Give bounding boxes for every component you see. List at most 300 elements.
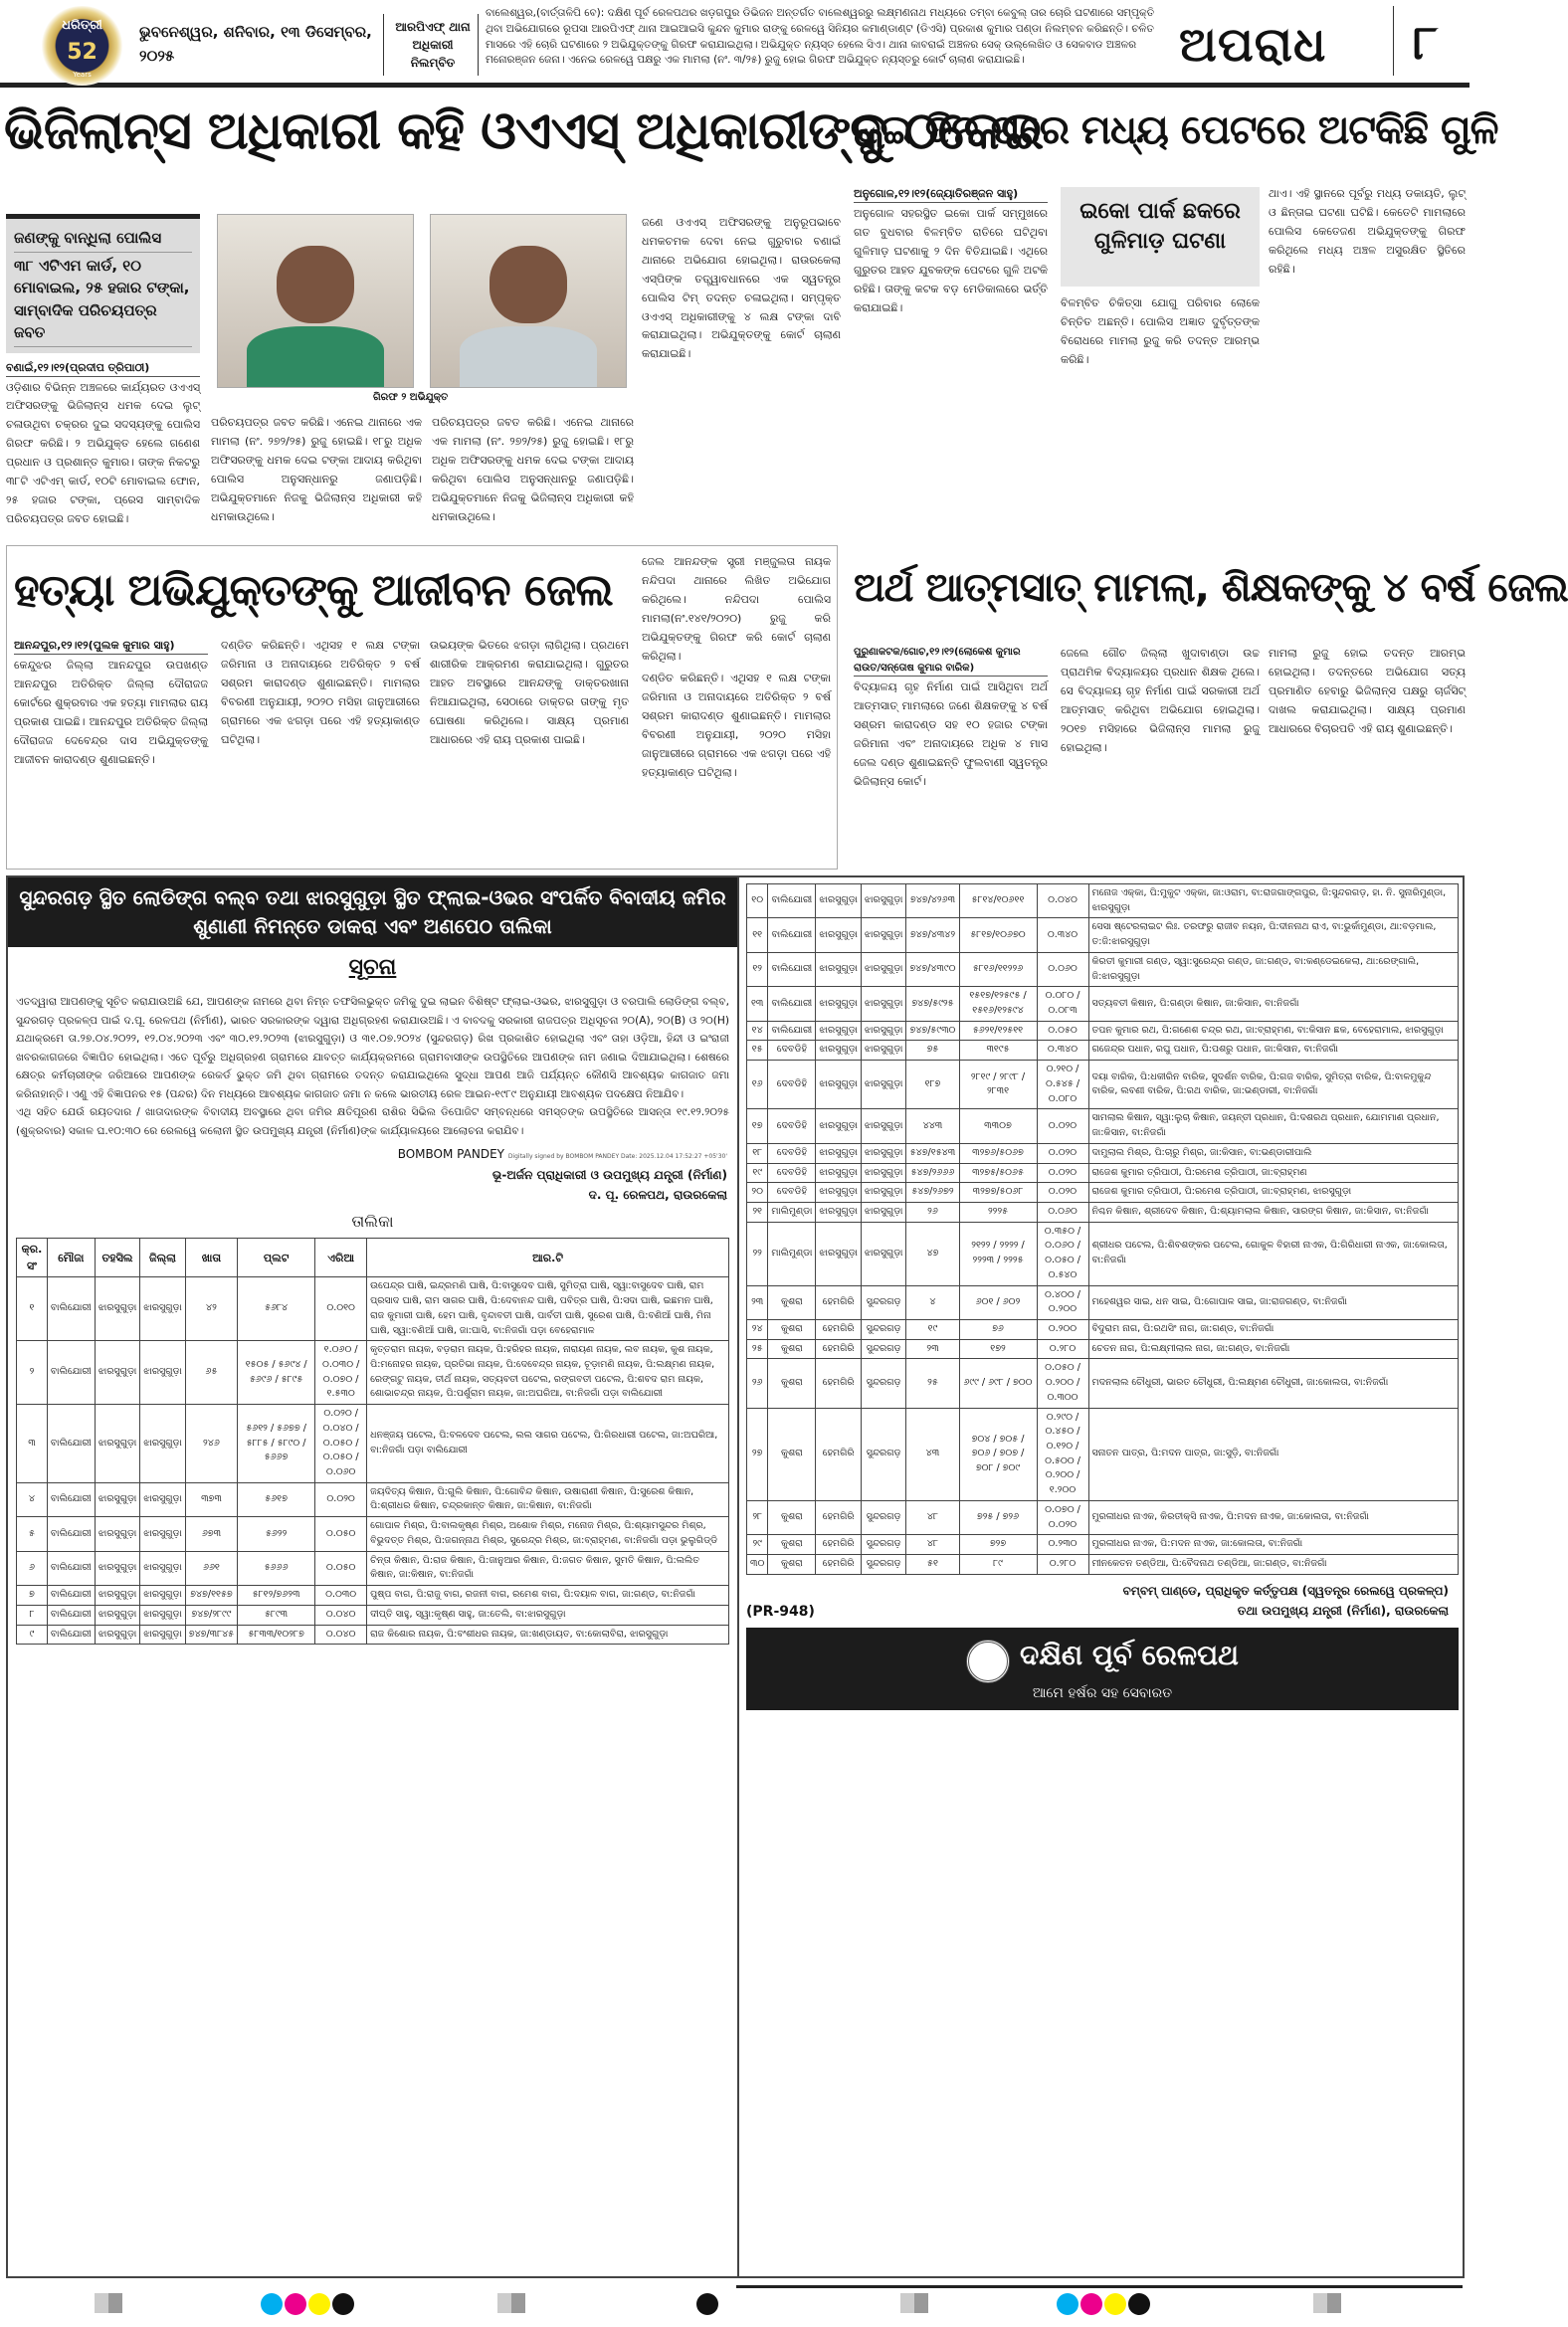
- cell-mouza: ଦେବଡିହି: [768, 1143, 816, 1163]
- story4-left-column: [854, 645, 1048, 791]
- cell-sl: ୨୨: [747, 1222, 768, 1285]
- cell-rt: ମହେଶୱର ସାଇ, ଧନ ସାଇ, ପି:ଗୋପାଳ ସାଇ, ଜା:ରାଜଗଣ୍ଡ, ବା:ନିଜଗାଁ: [1088, 1285, 1459, 1319]
- cell-area: ୦.୦୪୦: [315, 1625, 367, 1645]
- cell-sl: ୧: [17, 1277, 48, 1341]
- cell-mouza: ଦେବଡିହି: [768, 1061, 816, 1109]
- table-row: [17, 1551, 729, 1585]
- cell-district: ସୁନ୍ଦରଗଡ଼: [861, 1359, 906, 1408]
- cell-sl: ୧୬: [747, 1061, 768, 1109]
- table-row: [747, 884, 1459, 918]
- cell-plot: ୫୮୩୩/୧୦୨୮୭: [238, 1625, 315, 1645]
- cell-plot: ୧୫୧୭/୧୨୫୯୫ / ୧୫୧୬/୧୨୫୯୪: [959, 987, 1037, 1021]
- cell-mouza: ଦେବଡିହି: [768, 1109, 816, 1143]
- story1-headline: ଭିଜିଲାନ୍ସ ଅଧିକାରୀ କହି ଓଏଏସ୍ ଅଧିକାରୀଙ୍କୁ ଠକେଇ: [4, 101, 1044, 161]
- cell-area: ୦.୦୬୦: [1037, 952, 1088, 986]
- cell-khata: ୭୪୭/୩୮୪୫: [185, 1625, 237, 1645]
- column-header: ଏରିଆ: [315, 1239, 367, 1277]
- cell-tahasil: ଝାରସୁଗୁଡ଼ା: [816, 1109, 862, 1143]
- cell-sl: ୧୧: [747, 918, 768, 952]
- table-title: ତାଲିକା: [351, 1211, 394, 1231]
- table-row: [747, 1319, 1459, 1339]
- cell-plot: ୫୮୧୭/୧୦୬୭୦: [959, 918, 1037, 952]
- ad-left-column: [8, 877, 739, 2276]
- registration-mark: [95, 2293, 122, 2313]
- cell-plot: ୨୮୧୯ / ୨୮୯୮ / ୨୮୩୧: [959, 1061, 1037, 1109]
- cell-rt: ଗଜେନ୍ଦ୍ର ପଧାନ, ରଘୁ ପଧାନ, ପି:ପଶରୁ ପଧାନ, ଜା:କିସାନ, ବା:ନିଜଗାଁ: [1088, 1041, 1459, 1061]
- cell-tahasil: ହେମଗିରି: [816, 1285, 862, 1319]
- cell-sl: ୨: [17, 1341, 48, 1405]
- cell-area: ୦.୦୫୦: [315, 1517, 367, 1551]
- cell-plot: ୭୦୪ / ୭୦୫ / ୭୦୬ / ୭୦୭ / ୭୦୮ / ୭୦୯: [959, 1408, 1037, 1500]
- cell-sl: ୨୪: [747, 1319, 768, 1339]
- story3-column: ଜେଲ ଆନନ୍ଦଙ୍କ ସ୍ତ୍ରୀ ମଞ୍ଜୁଲତା ନାୟକ ନନ୍ଦିପଦା ଥାନାରେ ଲିଖିତ ଅଭିଯୋଗ କରିଥିଲେ। ନନ୍ଦିପଦା ପୋଲିସ ମାମଲା(ନଂ.୧୪୧/୨୦୨୦) ରୁଜୁ କରି ଅଭିଯୁକ୍ତଙ୍କୁ ଗିରଫ କରି କୋର୍ଟ ଚାଲାଣ କରିଥିଲା।: [642, 555, 831, 663]
- cell-rt: ଚିନ୍ତା କିଷାନ, ପି:ରାଜ କିଷାନ, ପି:ଜାନୁଆର କିଷାନ, ପି:ଜଗତ କିଷାନ, ସୁମତି କିଷାନ, ପି:ଲଲିତ କିଷାନ, ଜା:କିଷାନ, ବା:ନିଜଗାଁ: [367, 1551, 729, 1585]
- table-row: [747, 1535, 1459, 1555]
- cell-sl: ୧୫: [747, 1041, 768, 1061]
- cell-area: ୦.୦୫୦: [315, 1551, 367, 1585]
- cell-district: ଝାରସୁଗୁଡ଼ା: [140, 1517, 186, 1551]
- story2-column: ବିଳମ୍ବିତ ଚିକିତ୍ସା ଯୋଗୁ ପରିବାର ଲୋକେ ଚିନ୍ତିତ ଅଛନ୍ତି। ପୋଲିସ ଅଜ୍ଞାତ ଦୁର୍ବୃତ୍ତଙ୍କ ବିରୋଧରେ ମାମଲା ରୁଜୁ କରି ତଦନ୍ତ ଆରମ୍ଭ କରିଛି।: [1061, 296, 1260, 366]
- column-header: ଖାତା: [185, 1239, 237, 1277]
- cell-district: ଝାରସୁଗୁଡ଼ା: [861, 1143, 906, 1163]
- cell-plot: ୩୨୭୬/୫୦୬୭: [959, 1143, 1037, 1163]
- cell-area: ୦.୦୨୦: [315, 1482, 367, 1516]
- cell-rt: ଦାମୁଲାଲ ମିଶ୍ର, ପି:ଚାରୁ ମିଶ୍ର, ଜା:କିସାନ, ବା:ଭଣ୍ଡାରୀପାଲି: [1088, 1143, 1459, 1163]
- cell-tahasil: ହେମଗିରି: [816, 1359, 862, 1408]
- cell-area: ୦.୦୨୦: [1037, 1183, 1088, 1203]
- story3-column: ଦଣ୍ଡିତ କରିଛନ୍ତି। ଏଥିସହ ୧ ଲକ୍ଷ ଟଙ୍କା ଜରିମାନା ଓ ଅନାଦାୟରେ ଅତିରିକ୍ତ ୨ ବର୍ଷ ସଶ୍ରମ କାରାଦଣ୍ଡ ଶୁଣାଇଛନ୍ତି। ମାମଲାର ବିବରଣୀ ଅନୁଯାୟୀ, ୨୦୨୦ ମସିହା ଜାନୁଆରୀରେ ଗ୍ରାମରେ ଏକ ଝଗଡ଼ା ପରେ ଏହି ହତ୍ୟାକାଣ୍ଡ ଘଟିଥିଲା।: [642, 672, 831, 779]
- section-title: ଅପରାଧ: [1179, 17, 1327, 73]
- cell-tahasil: ଝାରସୁଗୁଡ଼ା: [95, 1605, 140, 1625]
- column-header: ପ୍ଲଟ: [238, 1239, 315, 1277]
- cell-plot: ୩୨୭୭/୫୦୬୮: [959, 1183, 1037, 1203]
- table-row: [747, 1285, 1459, 1319]
- story4-dateline: ପୁରୁଣାକଟକ/ଗୋଚ,୧୨।୧୨(ଲୋକେଶ କୁମାର ରାଉତ/ସନ୍ତୋଷ କୁମାର ବାରିକ): [854, 645, 1048, 677]
- column-header: ମୌଜା: [47, 1239, 95, 1277]
- signature-name: BOMBOM PANDEY: [397, 1147, 504, 1162]
- cell-khata: ୪୭: [906, 1222, 959, 1285]
- cell-sl: ୨୬: [747, 1359, 768, 1408]
- story2-left-column: [854, 185, 1048, 317]
- table-row: [747, 1061, 1459, 1109]
- cell-rt: ଶ୍ରୀଧର ପଟେଲ, ପି:ଶିବଶଙ୍କର ପଟେଲ, ଗୋକୁଳ ବିହାରୀ ନାଏକ, ପି:ଗିରିଧାରୀ ନାଏକ, ଜା:କୋଲତା, ବା:ନିଜଗାଁ: [1088, 1222, 1459, 1285]
- cell-rt: ସେସା ଷ୍ଟେରଲାଇଟ ଲିଃ. ତରଫରୁ ରାଜୀବ ନୟନ, ପି:ଦୀନନାଥ ରାଏ, ବା:ଭୁର୍କାମୁଣ୍ଡା, ଥା:ବଡ଼ମାଲ, ତ:ଜି:ଝାରସୁଗୁଡ଼ା: [1088, 918, 1459, 952]
- cell-tahasil: ଝାରସୁଗୁଡ଼ା: [816, 1041, 862, 1061]
- railway-footer-band: [746, 1628, 1459, 1711]
- signatory-office: ଦ. ପୂ. ରେଳପଥ, ରାଉରକେଲା: [588, 1188, 727, 1203]
- cell-tahasil: ହେମଗିରି: [816, 1535, 862, 1555]
- registration-dot: [332, 2293, 354, 2315]
- table-row: [17, 1277, 729, 1341]
- cell-plot: ୩୩୦୭: [959, 1109, 1037, 1143]
- cell-khata: ୭୪୭/୨୮୯୯: [185, 1605, 237, 1625]
- cell-sl: ୫: [17, 1517, 48, 1551]
- cell-plot: ୫୮୯୩: [238, 1605, 315, 1625]
- cell-district: ଝାରସୁଗୁଡ଼ା: [140, 1625, 186, 1645]
- story1-column: ପରିଚୟପତ୍ର ଜବତ କରିଛି। ଏନେଇ ଥାନାରେ ଏକ ମାମଲା (ନଂ. ୨୭୨/୨୫) ରୁଜୁ ହୋଇଛି। ୧୮ରୁ ଅଧିକ ଅଫିସରଙ୍କୁ ଧମକ ଦେଇ ଟଙ୍କା ଆଦାୟ କରିଥିବା ପୋଲିସ ଅନୁସନ୍ଧାନରୁ ଜଣାପଡ଼ିଛି। ଅଭିଯୁକ୍ତମାନେ ନିଜକୁ ଭିଜିଲାନ୍ସ ଅଧିକାରୀ କହି ଧମକାଉଥିଲେ।: [211, 416, 422, 523]
- story1-column: ପରିଚୟପତ୍ର ଜବତ କରିଛି। ଏନେଇ ଥାନାରେ ଏକ ମାମଲା (ନଂ. ୨୭୨/୨୫) ରୁଜୁ ହୋଇଛି। ୧୮ରୁ ଅଧିକ ଅଫିସରଙ୍କୁ ଧମକ ଦେଇ ଟଙ୍କା ଆଦାୟ କରିଥିବା ପୋଲିସ ଅନୁସନ୍ଧାନରୁ ଜଣାପଡ଼ିଛି। ଅଭିଯୁକ୍ତମାନେ ନିଜକୁ ଭିଜିଲାନ୍ସ ଅଧିକାରୀ କହି ଧମକାଉଥିଲେ।: [432, 416, 634, 523]
- cell-district: ଝାରସୁଗୁଡ଼ା: [861, 1109, 906, 1143]
- cell-mouza: କୁଶରା: [768, 1285, 816, 1319]
- cell-sl: ୨୮: [747, 1500, 768, 1534]
- cell-area: ୦.୩୪୦: [1037, 1041, 1088, 1061]
- ad-title: ସୁନ୍ଦରଗଡ଼ ସ୍ଥିତ ଲୋଡିଙ୍ଗ ବଲ୍ବ ତଥା ଝାରସୁଗୁଡ଼ା ସ୍ଥିତ ଫ୍ଲାଇ-ଓଭର ସଂପର୍କିତ ବିବାଦୀୟ ଜମିର ଶୁଣାଣୀ ନିମନ୍ତେ ଡାକରା ଏବଂ ଅଣପେଠ ତାଲିକା: [8, 877, 737, 947]
- signatory-title: ଭୂ-ଅର୍ଜନ ପ୍ରାଧିକାରୀ ଓ ଉପମୁଖ୍ୟ ଯନ୍ତ୍ରୀ (ନିର୍ମାଣ): [491, 1167, 727, 1182]
- cell-rt: ମୁରଲୀଧର ନାଏକ, କିରତୀକ୍ସି ନାଏକ, ପି:ମଦନ ନାଏକ, ଜା:କୋଲତା, ବା:ନିଜଗାଁ: [1088, 1500, 1459, 1534]
- story4-column: ଜେଲେ ଗୌଚ ଜିଲ୍ଲା ଖୁଦାବାଣ୍ଡା ଉଚ୍ଚ ପ୍ରାଥମିକ ବିଦ୍ୟାଳୟର ପ୍ରଧାନ ଶିକ୍ଷକ ଥିଲେ। ସେ ବିଦ୍ୟାଳୟ ଗୃହ ନିର୍ମାଣ ପାଇଁ ସରକାରୀ ଅର୍ଥ ଆତ୍ମସାତ୍ କରିଥିବା ଅଭିଯୋଗ ହୋଇଥିଲା। ୨୦୧୭ ମସିହାରେ ଭିଜିଲାନ୍ସ ମାମଲା ରୁଜୁ ହୋଇଥିଲା।: [1061, 647, 1260, 754]
- story1-column: ଓଡ଼ିଶାର ବିଭିନ୍ନ ଅଞ୍ଚଳରେ କାର୍ଯ୍ୟରତ ଓଏଏସ୍ ଅଫିସରଙ୍କୁ ଭିଜିଲାନ୍ସ ଧମକ ଦେଇ ଲୁଟ୍ ଚଳାଉଥିବା ଚକ୍ରର ଦୁଇ ସଦସ୍ୟଙ୍କୁ ପୋଲିସ ଗିରଫ କରିଛି। ୨ ଅଭିଯୁକ୍ତ ହେଲେ ଗଣେଶ ପ୍ରଧାନ ଓ ପ୍ରଶାନ୍ତ କୁମାର। ତାଙ୍କ ନିକଟରୁ ୩୮ଟି ଏଟିଏମ୍ କାର୍ଡ, ୧୦ଟି ମୋବାଇଲ ଫୋନ, ୨୫ ହଜାର ଟଙ୍କା, ପ୍ରେସ ସାମ୍ବାଦିକ ପରିଚୟପତ୍ର ଜବତ ହୋଇଛି।: [6, 380, 200, 525]
- table-row: [747, 1041, 1459, 1061]
- table-row: [747, 1555, 1459, 1575]
- divider: [383, 14, 384, 76]
- registration-dot: [1104, 2293, 1126, 2315]
- cell-khata: ୪୪୩: [906, 1109, 959, 1143]
- logo: ଧରିତ୍ରୀ 52 Years: [40, 6, 124, 86]
- cell-sl: ୧୦: [747, 884, 768, 918]
- cell-tahasil: ଝାରସୁଗୁଡ଼ା: [816, 918, 862, 952]
- cell-khata: ୪୨: [185, 1277, 237, 1341]
- cell-area: ୦.୦୨୦: [1037, 1143, 1088, 1163]
- cell-district: ସୁନ୍ଦରଗଡ଼: [861, 1319, 906, 1339]
- cell-sl: ୬: [17, 1551, 48, 1585]
- cell-tahasil: ଝାରସୁଗୁଡ଼ା: [816, 1163, 862, 1183]
- cell-tahasil: ଝାରସୁଗୁଡ଼ା: [816, 987, 862, 1021]
- table-row: [747, 1408, 1459, 1500]
- story3-dateline: ଆନନ୍ଦପୁର,୧୨।୧୨(ପୁଲକ କୁମାର ସାହୁ): [14, 637, 208, 655]
- story1-column: ଜଣେ ଓଏଏସ୍ ଅଫିସରଙ୍କୁ ଅନୁରୂପଭାବେ ଧମକଚମକ ଦେବା ନେଇ ଗୁରୁବାର ବଣାଇଁ ଥାନାରେ ଅଭିଯୋଗ ହୋଇଥିଲା। ରାଉରକେଲା ଏସ୍‌ପିଙ୍କ ତତ୍ତ୍ୱାବଧାନରେ ଏକ ସ୍ୱତନ୍ତ୍ର ପୋଲିସ ଟିମ୍ ତଦନ୍ତ ଚଳାଇଥିଲା। ସମ୍ପୃକ୍ତ ଓଏଏସ୍ ଅଧିକାରୀଙ୍କୁ ୪ ଲକ୍ଷ ଟଙ୍କା ଦାବି କରାଯାଇଥିଲା। ଅଭିଯୁକ୍ତଙ୍କୁ କୋର୍ଟ ଚାଲାଣ କରାଯାଇଛି।: [642, 216, 841, 361]
- table-row: [747, 1021, 1459, 1041]
- cell-plot: ୭୨୭: [959, 1535, 1037, 1555]
- story2-highlight-box: ଇକୋ ପାର୍କ ଛକରେ ଗୁଳିମାଡ଼ ଘଟଣା: [1061, 187, 1260, 287]
- cell-mouza: ଦେବଡିହି: [768, 1041, 816, 1061]
- cell-mouza: ବାଲିଯୋରୀ: [47, 1551, 95, 1585]
- cell-tahasil: ଝାରସୁଗୁଡ଼ା: [816, 952, 862, 986]
- cell-rt: ଚେତନ ନାଗ, ପି:ଲକ୍ଷ୍ମୀଲାଲ ନାଗ, ଜା:ଗଣ୍ଡ, ବା:ନିଜଗାଁ: [1088, 1339, 1459, 1359]
- column-header: ତହସିଲ: [95, 1239, 140, 1277]
- cell-khata: ୫୪୭/୧୫୪୩: [906, 1143, 959, 1163]
- registration-mark: [900, 2293, 928, 2313]
- cell-rt: ରାଜେଶ କୁମାର ତ୍ରିପାଠୀ, ପି:ରମେଶ ତ୍ରିପାଠୀ, ଜା:ବ୍ରାହ୍ମଣ, ଝାରସୁଗୁଡ଼ା: [1088, 1183, 1459, 1203]
- cell-mouza: ବାଲିଯୋରୀ: [768, 987, 816, 1021]
- story4-column: ବିଦ୍ୟାଳୟ ଗୃହ ନିର୍ମାଣ ପାଇଁ ଆସିଥିବା ଅର୍ଥ ଆତ୍ମସାତ୍ ମାମଲାରେ ଜଣେ ଶିକ୍ଷକଙ୍କୁ ୪ ବର୍ଷ ସଶ୍ରମ କାରାଦଣ୍ଡ ସହ ୧୦ ହଜାର ଟଙ୍କା ଜରିମାନା ଏବଂ ଅନାଦାୟରେ ଅଧିକ ୪ ମାସ ଜେଲ ଦଣ୍ଡ ଶୁଣାଇଛନ୍ତି ଫୁଲବାଣୀ ସ୍ୱତନ୍ତ୍ର ଭିଜିଲାନ୍ସ କୋର୍ଟ।: [854, 680, 1048, 788]
- column-header: ଜିଲ୍ଲା: [140, 1239, 186, 1277]
- cell-sl: ୭: [17, 1586, 48, 1606]
- cell-sl: ୨୧: [747, 1202, 768, 1222]
- registration-dot: [696, 2293, 718, 2315]
- cell-area: ୦.୦୮୦ / ୦.୦୮୩: [1037, 987, 1088, 1021]
- table-row: [747, 1500, 1459, 1534]
- rule: [736, 2285, 1463, 2288]
- notice-title: ସୂଚନା: [348, 955, 397, 980]
- table-row: [747, 1359, 1459, 1408]
- cell-mouza: ଦେବଡିହି: [768, 1183, 816, 1203]
- cell-mouza: ବାଲିଯୋରୀ: [768, 1021, 816, 1041]
- table-row: [17, 1586, 729, 1606]
- cell-rt: ଦୀପ୍ତି ସାହୁ, ସ୍ୱା:କୃଷ୍ଣ ସାହୁ, ଜା:ତେଲି, ବା:ଝାରସୁଗୁଡ଼ା: [367, 1605, 729, 1625]
- story4-column: ମାମଲା ରୁଜୁ ହୋଇ ତଦନ୍ତ ଆରମ୍ଭ ହୋଇଥିଲା। ତଦନ୍ତରେ ଅଭିଯୋଗ ସତ୍ୟ ପ୍ରମାଣିତ ହେବାରୁ ଭିଜିଲାନ୍ସ ପକ୍ଷରୁ ଚାର୍ଜସିଟ୍ ଦାଖଲ କରାଯାଇଥିଲା। ସାକ୍ଷ୍ୟ ପ୍ରମାଣ ଆଧାରରେ ବିଚାରପତି ଏହି ରାୟ ଶୁଣାଇଛନ୍ତି।: [1269, 647, 1466, 735]
- table-row: [747, 1183, 1459, 1203]
- cell-area: ୧.୦୬୦ / ୦.୦୩୦ / ୦.୦୭୦ / ୧.୫୩୦: [315, 1341, 367, 1405]
- digital-signature: Digitally signed by BOMBOM PANDEY Date: 2025.12.04 17:52:27 +05'30': [507, 1153, 727, 1161]
- cell-district: ଝାରସୁଗୁଡ଼ା: [140, 1482, 186, 1516]
- cell-area: ୦.୦୩୦: [315, 1586, 367, 1606]
- cell-tahasil: ଝାରସୁଗୁଡ଼ା: [816, 1222, 862, 1285]
- brief-title: ଆରପିଏଫ୍ ଥାନା ଅଧିକାରୀ ନିଲମ୍ବିତ: [395, 20, 471, 70]
- cell-tahasil: ହେମଗିରି: [816, 1408, 862, 1500]
- cell-tahasil: ହେମଗିରି: [816, 1500, 862, 1534]
- photo-accused-2: [430, 214, 627, 388]
- cell-khata: ୪୮: [906, 1535, 959, 1555]
- cell-khata: ୭୪୭/୧୧୫୭: [185, 1586, 237, 1606]
- cell-rt: ବିଦୁରାମ ନାଗ, ପି:ରଥସିଂ ନାଗ, ଜା:ଗଣ୍ଡ, ବା:ନିଜଗାଁ: [1088, 1319, 1459, 1339]
- cell-plot: ୫୬୧୭: [238, 1482, 315, 1516]
- cell-area: ୦.୦୨୦: [1037, 1163, 1088, 1183]
- cell-area: ୦.୦୬୦: [1037, 1202, 1088, 1222]
- story3-column: କେନ୍ଦୁଝର ଜିଲ୍ଲା ଆନନ୍ଦପୁର ଉପଖଣ୍ଡ ଆନନ୍ଦପୁର ଅତିରିକ୍ତ ଜିଲ୍ଲା ଦୌରାଜଜ କୋର୍ଟରେ ଶୁକ୍ରବାର ଏକ ହତ୍ୟା ମାମଲାର ରାୟ ପ୍ରକାଶ ପାଇଛି। ଆନନ୍ଦପୁର ଅତିରିକ୍ତ ଜିଲ୍ଲା ଦୌରାଜଜ ଦେବେନ୍ଦ୍ର ଦାସ ଅଭିଯୁକ୍ତଙ୍କୁ ଆଜୀବନ କାରାଦଣ୍ଡ ଶୁଣାଇଛନ୍ତି।: [14, 659, 208, 766]
- story2-column: ଥାଏ। ଏହି ସ୍ଥାନରେ ପୂର୍ବରୁ ମଧ୍ୟ ଡକାୟତି, ଲୁଟ୍ ଓ ଛିନ୍ତାଇ ଘଟଣା ଘଟିଛି। କେତେଟି ମାମଲାରେ ପୋଲିସ କେତେଜଣ ଅଭିଯୁକ୍ତଙ୍କୁ ଗିରଫ କରିଥିଲେ ମଧ୍ୟ ଅଞ୍ଚଳ ଅସୁରକ୍ଷିତ ସ୍ଥିତିରେ ରହିଛି।: [1269, 187, 1466, 276]
- cell-area: ୦.୦୨୦: [1037, 1109, 1088, 1143]
- column-header: ଆର.ଟି: [367, 1239, 729, 1277]
- cell-khata: ୭୪୭/୫୯୩୦: [906, 1021, 959, 1041]
- cell-district: ଝାରସୁଗୁଡ଼ା: [861, 1021, 906, 1041]
- cell-district: ସୁନ୍ଦରଗଡ଼: [861, 1285, 906, 1319]
- photo-accused-1: [217, 214, 414, 388]
- cell-khata: ୫୧: [906, 1555, 959, 1575]
- cell-rt: ନିଶ୍ଚନ କିଷାନ, ଶ୍ରୀଦେବ କିଷାନ, ପି:ଶ୍ୟାମଲାଲ କିଷାନ, ସାରଙ୍ଗ କିଷାନ, ଜା:କିସାନ, ବା:ନିଜଗାଁ: [1088, 1202, 1459, 1222]
- cell-rt: ସନାତନ ପାତ୍ର, ପି:ମଦନ ପାତ୍ର, ଜା:ସୁଡ଼ି, ବା:ନିଜଗାଁ: [1088, 1408, 1459, 1500]
- cell-plot: ୫୬୧୨ / ୫୬୭୭ / ୫୮୮୫ / ୫୮୯୦ / ୫୬୬୭: [238, 1405, 315, 1483]
- cell-sl: ୧୯: [747, 1163, 768, 1183]
- cell-plot: ୭୬: [959, 1319, 1037, 1339]
- divider: [1393, 6, 1394, 76]
- table-row: [17, 1517, 729, 1551]
- cell-sl: ୯: [17, 1625, 48, 1645]
- cell-rt: କୃତ୍ତରାମ ନାୟକ, ବଡ଼ରାମ ନାୟକ, ପି:ହରିହର ନାୟକ, ନାରାୟଣ ନାୟକ, ଲବ ନାୟକ, କୁଶ ନାୟକ, ପି:ମନୋହର ନାୟକ, ପ୍ରତିଭା ନାୟକ, ପି:ଦେବେନ୍ଦ୍ର ନାୟକ, ଚୂଡ଼ାମଣି ନାୟକ, ପି:ଲକ୍ଷ୍ମଣ ନାୟକ, ରେଙ୍ଗଟୁ ନାୟକ, ତୀର୍ଥ ନାୟକ, ସତ୍ୟବତୀ ପଟେଲ, ରଙ୍ଗବତୀ ପଟେଲ, ପି:ଶବଦ ରାମ ନାୟକ, ଶୋଭାଚନ୍ଦ୍ର ନାୟକ, ପି:ପର୍ଶୁରାମ ନାୟକ, ଜା:ଅଘରିଆ, ବା:ନିଜଗାଁ ପଡ଼ା ବାଲିଯୋରୀ: [367, 1341, 729, 1405]
- masthead: [0, 0, 1470, 88]
- cell-tahasil: ଝାରସୁଗୁଡ଼ା: [816, 1021, 862, 1041]
- railway-land-notice-ad: [6, 875, 1465, 2278]
- story3-right-column: [642, 553, 831, 783]
- cell-tahasil: ଝାରସୁଗୁଡ଼ା: [95, 1517, 140, 1551]
- cell-plot: ୫୮୧୨/୭୬୨୩: [238, 1586, 315, 1606]
- dateline: ଭୁବନେଶ୍ୱର, ଶନିବାର, ୧୩ ଡିସେମ୍ବର, ୨୦୨୫: [139, 23, 372, 65]
- cell-rt: ଧନଞ୍ଜୟ ପଟେଲ, ପି:ବଳଦେବ ପଟେଲ, ଲଲ ସାଗର ପଟେଲ, ପି:ଗିରଧାରୀ ପଟେଲ, ଜା:ଅଘରିଆ, ବା:ନିଜଗାଁ ପଡ଼ା ବାଲିଯୋରୀ: [367, 1405, 729, 1483]
- registration-dot: [261, 2293, 283, 2315]
- cell-sl: ୨୦: [747, 1183, 768, 1203]
- brief-text: ବାଲେଶ୍ୱର,(ବାର୍ତ୍ତାଳିପି ବେ): ଦକ୍ଷିଣ ପୂର୍ବ ରେଳପଥର ଖଡ଼ଗପୁର ଡିଭିଜନ ଅନ୍ତର୍ଗତ ବାଲେଶ୍ୱରରୁ ଲକ୍ଷ୍ମଣନାଥ ମଧ୍ୟରେ ତମ୍ବା କେବୁଲ୍ ତାର ଚୋରି ଘଟଣାରେ ସମ୍ପୃକ୍ତି ଥିବା ଅଭିଯୋଗରେ ରୂପସା ଆରପିଏଫ୍ ଥାନା ଆଇଆଇସି କୁନ୍ଦନ କୁମାର ରାଙ୍କୁ ରେଳୱେ ସିନିୟର କମାଣ୍ଡାଣ୍ଟ (ଡିଏସି) ପ୍ରକାଶ କୁମାର ପଣ୍ଡା ନିଲମ୍ବନ କରିଛନ୍ତି। ଚଳିତ ମାସରେ ଏହି ଚୋରି ଘଟଣାରେ ୨ ଅଭିଯୁକ୍ତଙ୍କୁ ଗିରଫ କରାଯାଇଥିଲା। ଅଭିଯୁକ୍ତ ନ୍ୟସ୍ତ ହେଲେ ସିଏ। ଥାନା କାବରାଇଁ ଅଞ୍ଚଳର ସେକ୍ ଉଲ୍ଲେଖିତ ଓ ସେକବାଡ ଅଞ୍ଚଳର ମନୋରଞ୍ଜନ ଜେନା। ଏନେଇ ରେଳୱେ ପକ୍ଷରୁ ଏକ ମାମଲା (ନଂ. ୩/୨୫) ରୁଜୁ ହୋଇ ଗିରଫ ଅଭିଯୁକ୍ତ ନ୍ୟସ୍ତରୁ କୋର୍ଟ ଚାଲାଣ କରାଯାଇଛି।: [486, 7, 1155, 67]
- cell-rt: ପୁଷ୍ପ ବାଗ, ପି:ରାଜୁ ବାଗ, ରଜନୀ ବାଗ, ରମେଶ ବାଗ, ପି:ଦୟାଳ ବାଗ, ଜା:ଗଣ୍ଡ, ବା:ନିଜଗାଁ: [367, 1586, 729, 1606]
- page-number: ୮: [1413, 15, 1439, 71]
- cell-khata: ୫୪୭/୨୬୭୨: [906, 1183, 959, 1203]
- cell-khata: ୪୮: [906, 1500, 959, 1534]
- cell-tahasil: ହେମଗିରି: [816, 1555, 862, 1575]
- cell-rt: ଉପେନ୍ଦ୍ର ଘାଷି, ଇନ୍ଦ୍ରମଣି ଘାଷି, ପି:ବାସୁଦେବ ଘାଷି, ସୁମିତ୍ରା ଘାଷି, ସ୍ୱା:ବାସୁଦେବ ଘାଷି, ରାମ ପ୍ରସାଦ ଘାଷି, ରାମ ସାଗର ଘାଷି, ପି:ଦେବାନନ୍ଦ ଘାଷି, ପବିତ୍ର ଘାଷି, ପି:ସଦା ଘାଷି, ଇଛମନ ଘାଷି, ରାଜ କୁମାରୀ ଘାଷି, ହେମ ଘାଷି, ବୃନ୍ଦାବତୀ ଘାଷି, ପାର୍ବତୀ ଘାଷି, ସୁରେଶ ଘାଷି, ପି:ବଣିଆଁ ଘାଷି, ମିନା ଘାଷି, ସ୍ୱା:ବଣିଆଁ ଘାଷି, ଜା:ଘାସି, ବା:ନିଜଗାଁ ପଡ଼ା ବେହେରାମାଳ: [367, 1277, 729, 1341]
- cell-rt: ରାଜେଶ କୁମାର ତ୍ରିପାଠୀ, ପି:ରମେଶ ତ୍ରିପାଠୀ, ଜା:ବ୍ରାହ୍ମଣ: [1088, 1163, 1459, 1183]
- cell-mouza: ବାଲିଯୋରୀ: [768, 952, 816, 986]
- cell-khata: ୬୫: [185, 1341, 237, 1405]
- divider: [478, 14, 479, 76]
- story1-dateline: ବଣାଇଁ,୧୨।୧୨(ପ୍ରଦୀପ ତ୍ରିପାଠୀ): [6, 359, 200, 377]
- cell-plot: ୩୨୭୫/୫୦୬୫: [959, 1163, 1037, 1183]
- cell-rt: ଦୟା ବାରିକ, ପି:ଧକୀରିନ ବାରିକ, ସୁଦର୍ଶନ ବାରିକ, ପି:ଗଜ ବାରିକ, ସୁମିତ୍ରା ବାରିକ, ପି:ବାଳମୁକୁନ୍ଦ ବାରିକ, ଲବଣୀ ବାରିକ, ପି:ରଥ ବାରିକ, ଜା:ଭଣ୍ଡାରୀ, ବା:ନିଜଗାଁ: [1088, 1061, 1459, 1109]
- cell-sl: ୧୨: [747, 952, 768, 986]
- photo-caption: ଗିରଫ ୨ ଅଭିଯୁକ୍ତ: [373, 392, 449, 403]
- story1-left-column: [6, 214, 200, 529]
- table-row: [17, 1405, 729, 1483]
- cell-mouza: ବାଲିଯୋରୀ: [768, 918, 816, 952]
- cell-khata: ୬୭୩: [185, 1517, 237, 1551]
- cell-plot: ୫୬୨୧/୧୨୫୧୧: [959, 1021, 1037, 1041]
- cell-area: ୦.୦୨୦ / ୦.୦୪୦ / ୦.୦୫୦ / ୦.୦୫୦ / ୦.୦୬୦: [315, 1405, 367, 1483]
- cell-district: ଝାରସୁଗୁଡ଼ା: [861, 918, 906, 952]
- cell-sl: ୩୦: [747, 1555, 768, 1575]
- cell-mouza: କୁଶରା: [768, 1359, 816, 1408]
- cell-rt: ତପନ କୁମାର ରଥ, ପି:ଗଣେଶ ଚନ୍ଦ୍ର ରଥ, ଜା:ବ୍ରାହ୍ମଣ, ବା:କିସାନ ଛକ, ବେହେରାମାଲ, ଝାରସୁଗୁଡ଼ା: [1088, 1021, 1459, 1041]
- registration-dot: [308, 2293, 330, 2315]
- story2-column: ଅନୁଗୋଳ ସହରସ୍ଥିତ ଇକୋ ପାର୍କ ସମ୍ମୁଖରେ ଗତ ବୁଧବାର ବିଳମ୍ବିତ ରାତିରେ ଘଟିଥିବା ଗୁଳିମାଡ଼ ଘଟଣାକୁ ୨ ଦିନ ବିତିଯାଇଛି। ଏଥିରେ ଗୁରୁତର ଆହତ ଯୁବକଙ୍କ ପେଟରେ ଗୁଳି ଅଟକି ରହିଛି। ତାଙ୍କୁ କଟକ ବଡ଼ ମେଡିକାଲରେ ଭର୍ତ୍ତି କରାଯାଇଛି।: [854, 207, 1048, 314]
- cell-district: ଝାରସୁଗୁଡ଼ା: [140, 1341, 186, 1405]
- cell-area: ୦.୨୯୦ / ୦.୪୫୦ / ୦.୧୨୦ / ୦.୫୦୦ / ୦.୨୦୦ / ୧.୨୦୦: [1037, 1408, 1088, 1500]
- cell-rt: ମୀନକେତନ ତଣ୍ଡିଆ, ପି:ବୈଦନାଥ ତଣ୍ଡିଆ, ଜା:ଗଣ୍ଡ, ବା:ନିଜଗାଁ: [1088, 1555, 1459, 1575]
- cell-sl: ୨୯: [747, 1535, 768, 1555]
- cell-plot: ୫୬୮୪: [238, 1277, 315, 1341]
- cell-mouza: ମାଲିମୁଣ୍ଡା: [768, 1222, 816, 1285]
- cell-khata: ୧୯: [906, 1319, 959, 1339]
- story1-highlights: [6, 214, 200, 353]
- cell-area: ୦.୦୫୦ / ୦.୨୦୦ / ୦.୩୦୦: [1037, 1359, 1088, 1408]
- cell-khata: ୧୮୭: [906, 1061, 959, 1109]
- cell-area: ୦.୦୭୦ / ୦.୦୨୦: [1037, 1500, 1088, 1534]
- cell-district: ସୁନ୍ଦରଗଡ଼: [861, 1408, 906, 1500]
- cell-area: ୦.୨୦୦: [1037, 1319, 1088, 1339]
- land-table-right: [746, 883, 1459, 1575]
- cell-tahasil: ଝାରସୁଗୁଡ଼ା: [95, 1405, 140, 1483]
- table-row: [747, 1339, 1459, 1359]
- cell-mouza: କୁଶରା: [768, 1535, 816, 1555]
- indian-railways-seal-icon: [966, 1640, 1010, 1683]
- cell-sl: ୨୫: [747, 1339, 768, 1359]
- pr-code: (PR-948): [746, 1604, 815, 1621]
- table-row: [747, 1109, 1459, 1143]
- story3-left-column: [14, 637, 208, 769]
- cell-district: ଝାରସୁଗୁଡ଼ା: [140, 1551, 186, 1585]
- cell-mouza: ବାଲିଯୋରୀ: [47, 1517, 95, 1551]
- cell-khata: ୭୪୭/୪୨୬୩: [906, 884, 959, 918]
- cell-area: ୦.୦୫୦: [1037, 1021, 1088, 1041]
- cell-mouza: ବାଲିଯୋରୀ: [47, 1625, 95, 1645]
- table-row: [747, 1222, 1459, 1285]
- cell-mouza: ବାଲିଯୋରୀ: [47, 1605, 95, 1625]
- cell-district: ଝାରସୁଗୁଡ଼ା: [861, 1041, 906, 1061]
- cell-khata: ୩୭୩: [185, 1482, 237, 1516]
- cell-mouza: ବାଲିଯୋରୀ: [47, 1482, 95, 1516]
- cell-mouza: ବାଲିଯୋରୀ: [768, 884, 816, 918]
- cell-sl: ୮: [17, 1605, 48, 1625]
- cell-tahasil: ଝାରସୁଗୁଡ଼ା: [95, 1341, 140, 1405]
- cell-area: ୦.୨୮୦: [1037, 1555, 1088, 1575]
- cell-tahasil: ଝାରସୁଗୁଡ଼ା: [95, 1625, 140, 1645]
- cell-mouza: କୁଶରା: [768, 1555, 816, 1575]
- cell-khata: ୨୫: [906, 1359, 959, 1408]
- cell-tahasil: ଝାରସୁଗୁଡ଼ା: [816, 1061, 862, 1109]
- cell-khata: ୪: [906, 1285, 959, 1319]
- footer-sig-line: ବମ୍‌ବମ୍ ପାଣ୍ଡେ, ପ୍ରାଧିକୃତ କର୍ତ୍ତୃପକ୍ଷ (ସ୍ୱତନ୍ତ୍ର ରେଲୱେ ପ୍ରକଳ୍ପ): [1122, 1583, 1449, 1598]
- table-row: [747, 918, 1459, 952]
- cell-mouza: କୁଶରା: [768, 1339, 816, 1359]
- cell-sl: ୨୩: [747, 1285, 768, 1319]
- ad-right-column: [746, 883, 1459, 1710]
- cell-sl: ୪: [17, 1482, 48, 1516]
- cell-rt: କିରତୀ କୁମାରୀ ଗଣ୍ଡ, ସ୍ୱା:ସୁରେନ୍ଦ୍ର ଗଣ୍ଡ, ଜା:ଗଣ୍ଡ, ବା:କଣ୍ଡେଇକେଲା, ଥା:ରେଙ୍ଗାଲି, ଜି:ଝାରସୁଗୁଡ଼ା: [1088, 952, 1459, 986]
- cell-plot: ୧୫୦୫ / ୫୬୯୪ / ୫୬୯୬ / ୫୮୯୫: [238, 1341, 315, 1405]
- cell-plot: ୫୮୧୬/୧୧୨୨୬: [959, 952, 1037, 986]
- cell-khata: ୪୩: [906, 1408, 959, 1500]
- story2-dateline: ଅନୁଗୋଳ,୧୨।୧୨(ଜ୍ୟୋତିରଞ୍ଜନ ସାହୁ): [854, 185, 1048, 203]
- cell-area: ୦.୩୫୦ / ୦.୦୬୦ / ୦.୦୫୦ / ୦.୫୪୦: [1037, 1222, 1088, 1285]
- cell-mouza: ବାଲିଯୋରୀ: [47, 1586, 95, 1606]
- registration-dot: [1128, 2293, 1150, 2315]
- cell-rt: ମୁରଲୀଧର ନାଏକ, ପି:ମଦନ ନାଏକ, ଜା:କୋଲତା, ବା:ନିଜଗାଁ: [1088, 1535, 1459, 1555]
- table-row: [17, 1482, 729, 1516]
- cell-sl: ୧୮: [747, 1143, 768, 1163]
- cell-area: ୦.୨୧୦ / ୦.୫୪୫ / ୦.୦୮୦: [1037, 1061, 1088, 1109]
- cell-tahasil: ଝାରସୁଗୁଡ଼ା: [816, 884, 862, 918]
- cell-plot: ୨୨୨୫: [959, 1202, 1037, 1222]
- cell-district: ଝାରସୁଗୁଡ଼ା: [861, 987, 906, 1021]
- signature-block: [8, 1144, 737, 1205]
- story3-headline: ହତ୍ୟା ଅଭିଯୁକ୍ତଙ୍କୁ ଆଜୀବନ ଜେଲ: [14, 565, 613, 616]
- cell-district: ସୁନ୍ଦରଗଡ଼: [861, 1500, 906, 1534]
- cell-tahasil: ଝାରସୁଗୁଡ଼ା: [95, 1277, 140, 1341]
- cell-tahasil: ହେମଗିରି: [816, 1319, 862, 1339]
- cell-area: ୦.୩୪୦: [1037, 918, 1088, 952]
- story3-column: ଉଭୟଙ୍କ ଭିତରେ ଝଗଡ଼ା ଲାଗିଥିଲା। ପ୍ରଥମେ ଶାରୀରିକ ଆକ୍ରମଣ କରାଯାଇଥିଲା। ଗୁରୁତର ଆହତ ଅବସ୍ଥାରେ ଆନନ୍ଦଙ୍କୁ ଡାକ୍ତରଖାନା ନିଆଯାଇଥିଲା, ସେଠାରେ ଡାକ୍ତର ତାଙ୍କୁ ମୃତ ଘୋଷଣା କରିଥିଲେ। ସାକ୍ଷ୍ୟ ପ୍ରମାଣ ଆଧାରରେ ଏହି ରାୟ ପ୍ରକାଶ ପାଇଛି।: [430, 639, 629, 746]
- cell-area: ୦.୦୪୦: [1037, 884, 1088, 918]
- cell-plot: ୩୧୯୫: [959, 1041, 1037, 1061]
- table-row: [17, 1605, 729, 1625]
- registration-dot: [1057, 2293, 1078, 2315]
- cell-sl: ୩: [17, 1405, 48, 1483]
- cell-plot: ୨୧୨୨ / ୨୨୨୨ / ୨୨୨୩ / ୨୨୨୫: [959, 1222, 1037, 1285]
- cell-khata: ୫୪୭/୨୬୬୬: [906, 1163, 959, 1183]
- cell-district: ଝାରସୁଗୁଡ଼ା: [861, 1202, 906, 1222]
- cell-district: ଝାରସୁଗୁଡ଼ା: [140, 1605, 186, 1625]
- story2-mid-column: [1061, 187, 1260, 370]
- cell-area: ୦.୪୦୦ / ୦.୨୦୦: [1037, 1285, 1088, 1319]
- table-row: [747, 1163, 1459, 1183]
- table-row: [17, 1625, 729, 1645]
- story3-column: ଦଣ୍ଡିତ କରିଛନ୍ତି। ଏଥିସହ ୧ ଲକ୍ଷ ଟଙ୍କା ଜରିମାନା ଓ ଅନାଦାୟରେ ଅତିରିକ୍ତ ୨ ବର୍ଷ ସଶ୍ରମ କାରାଦଣ୍ଡ ଶୁଣାଇଛନ୍ତି। ମାମଲାର ବିବରଣୀ ଅନୁଯାୟୀ, ୨୦୨୦ ମସିହା ଜାନୁଆରୀରେ ଗ୍ରାମରେ ଏକ ଝଗଡ଼ା ପରେ ଏହି ହତ୍ୟାକାଣ୍ଡ ଘଟିଥିଲା।: [221, 639, 420, 746]
- cell-mouza: ଦେବଡିହି: [768, 1163, 816, 1183]
- cell-tahasil: ହେମଗିରି: [816, 1339, 862, 1359]
- cell-district: ଝାରସୁଗୁଡ଼ା: [140, 1586, 186, 1606]
- notice-paragraph: ଏତଦ୍ୱାରା ଆପଣଙ୍କୁ ସୂଚିତ କରାଯାଉଅଛି ଯେ, ଆପଣଙ୍କ ନାମରେ ଥିବା ନିମ୍ନ ତଫସିଲଭୁକ୍ତ ଜମିକୁ ଦୁଇ ଲାଇନ ବିଶିଷ୍ଟ ଫ୍ଲାଇ-ଓଭର, ଝାରସୁଗୁଡ଼ା ଓ ବରପାଲି ଲୋଡିଙ୍ଗ ବଲ୍ବ, ସୁନ୍ଦରଗଡ଼ ପ୍ରକଳ୍ପ ପାଇଁ ଦ.ପୂ. ରେଳପଥ (ନିର୍ମାଣ), ଭାରତ ସରକାରଙ୍କ ଦ୍ୱାରା ଅଧିଗ୍ରହଣ କରାଯାଉଅଛି। ଏ ବାବଦକୁ ସରକାରୀ ରାଜପତ୍ର ଅଧିସୂଚନା ୨୦(A), ୨୦(B) ଓ ୨୦(H) ଯଥାକ୍ରମେ ତା.୨୭.୦୪.୨୦୨୨, ୧୨.୦୪.୨୦୨୩ ଏବଂ ୩୦.୧୨.୨୦୨୩ (ଝାରସୁଗୁଡ଼ା) ଓ ୩୧.୦୭.୨୦୨୪ (ସୁନ୍ଦରଗଡ଼) ରିଖ ପ୍ରକାଶିତ ହୋଇଥିଲା ଏବଂ ତାହା ଓଡ଼ିଆ, ହିନ୍ଦୀ ଓ ଇଂରାଜୀ ଖବରକାଗଜରେ ବିଜ୍ଞାପିତ ହୋଇଥିଲା। ଏତେ ପୂର୍ବରୁ ଅଧିଗ୍ରହଣ ଗ୍ରାମରେ ଯାବତ୍ତ କାର୍ଯ୍ୟକ୍ରମରେ ଗ୍ରାମବାସୀଙ୍କ ଉପସ୍ଥିତିରେ ଆପଣଙ୍କ ନାମ ଜଣାଇ ଦିଆଯାଇଥିଲା। ଶେଷରେ କ୍ଷେତ୍ର କର୍ମଚାରୀଙ୍କ ଜରିଆରେ ଆପଣଙ୍କ ରେକର୍ଡ ଭୁକ୍ତ ଜମି ଥିବା ଗ୍ରାମରେ ତଦନ୍ତ କରାଯାଇଥିଲେ ସୁଦ୍ଧା ଆପଣ ଆଜି ପର୍ଯ୍ୟନ୍ତ କୌଣସି ଆବଶ୍ୟକ କାଗଜାତ ଜମା କରିନାହାନ୍ତି। ଏଣୁ ଏହି ବିଜ୍ଞାପନର ୧୫ (ପନ୍ଦର) ଦିନ ମଧ୍ୟରେ ଆବଶ୍ୟକ କାଗଜାତ ଜମା ନ କଲେ ଭାରତୀୟ ରେଳ ଆଇନ-୧୯୮୯ ଅନୁଯାୟୀ ଆବଶ୍ୟକ ପଦକ୍ଷେପ ନିଆଯିବ।: [16, 996, 729, 1100]
- table-row: [747, 1202, 1459, 1222]
- cell-rt: ସାମଲାଲ କିଷାନ, ସ୍ୱା:ଲୁଚା କିଷାନ, ଜୟନ୍ତୀ ପ୍ରଧାନ, ପି:ଦଶରଥ ପ୍ରଧାନ, ଯୋମମାଣ ପ୍ରଧାନ, ଜା:କିସାନ, ବା:ନିଜଗାଁ: [1088, 1109, 1459, 1143]
- cell-plot: ୧୭୨: [959, 1339, 1037, 1359]
- cell-district: ଝାରସୁଗୁଡ଼ା: [140, 1405, 186, 1483]
- cell-mouza: କୁଶରା: [768, 1319, 816, 1339]
- highlight: ୩୮ ଏଟିଏମ କାର୍ଡ, ୧୦ ମୋବାଇଲ, ୨୫ ହଜାର ଟଙ୍କା, ସାମ୍ବାଦିକ ପରିଚୟପତ୍ର ଜବତ: [14, 253, 192, 347]
- footer-sig-line: ତଥା ଉପମୁଖ୍ୟ ଯନ୍ତ୍ରୀ (ନିର୍ମାଣ), ରାଉରକେଲା: [1237, 1604, 1449, 1619]
- cell-mouza: ବାଲିଯୋରୀ: [47, 1405, 95, 1483]
- table-row: [747, 952, 1459, 986]
- cell-district: ଝାରସୁଗୁଡ଼ା: [861, 884, 906, 918]
- cell-tahasil: ଝାରସୁଗୁଡ଼ା: [816, 1183, 862, 1203]
- cell-district: ଝାରସୁଗୁଡ଼ା: [861, 1163, 906, 1183]
- cell-area: ୦.୦୧୦: [315, 1277, 367, 1341]
- cell-tahasil: ଝାରସୁଗୁଡ଼ା: [816, 1143, 862, 1163]
